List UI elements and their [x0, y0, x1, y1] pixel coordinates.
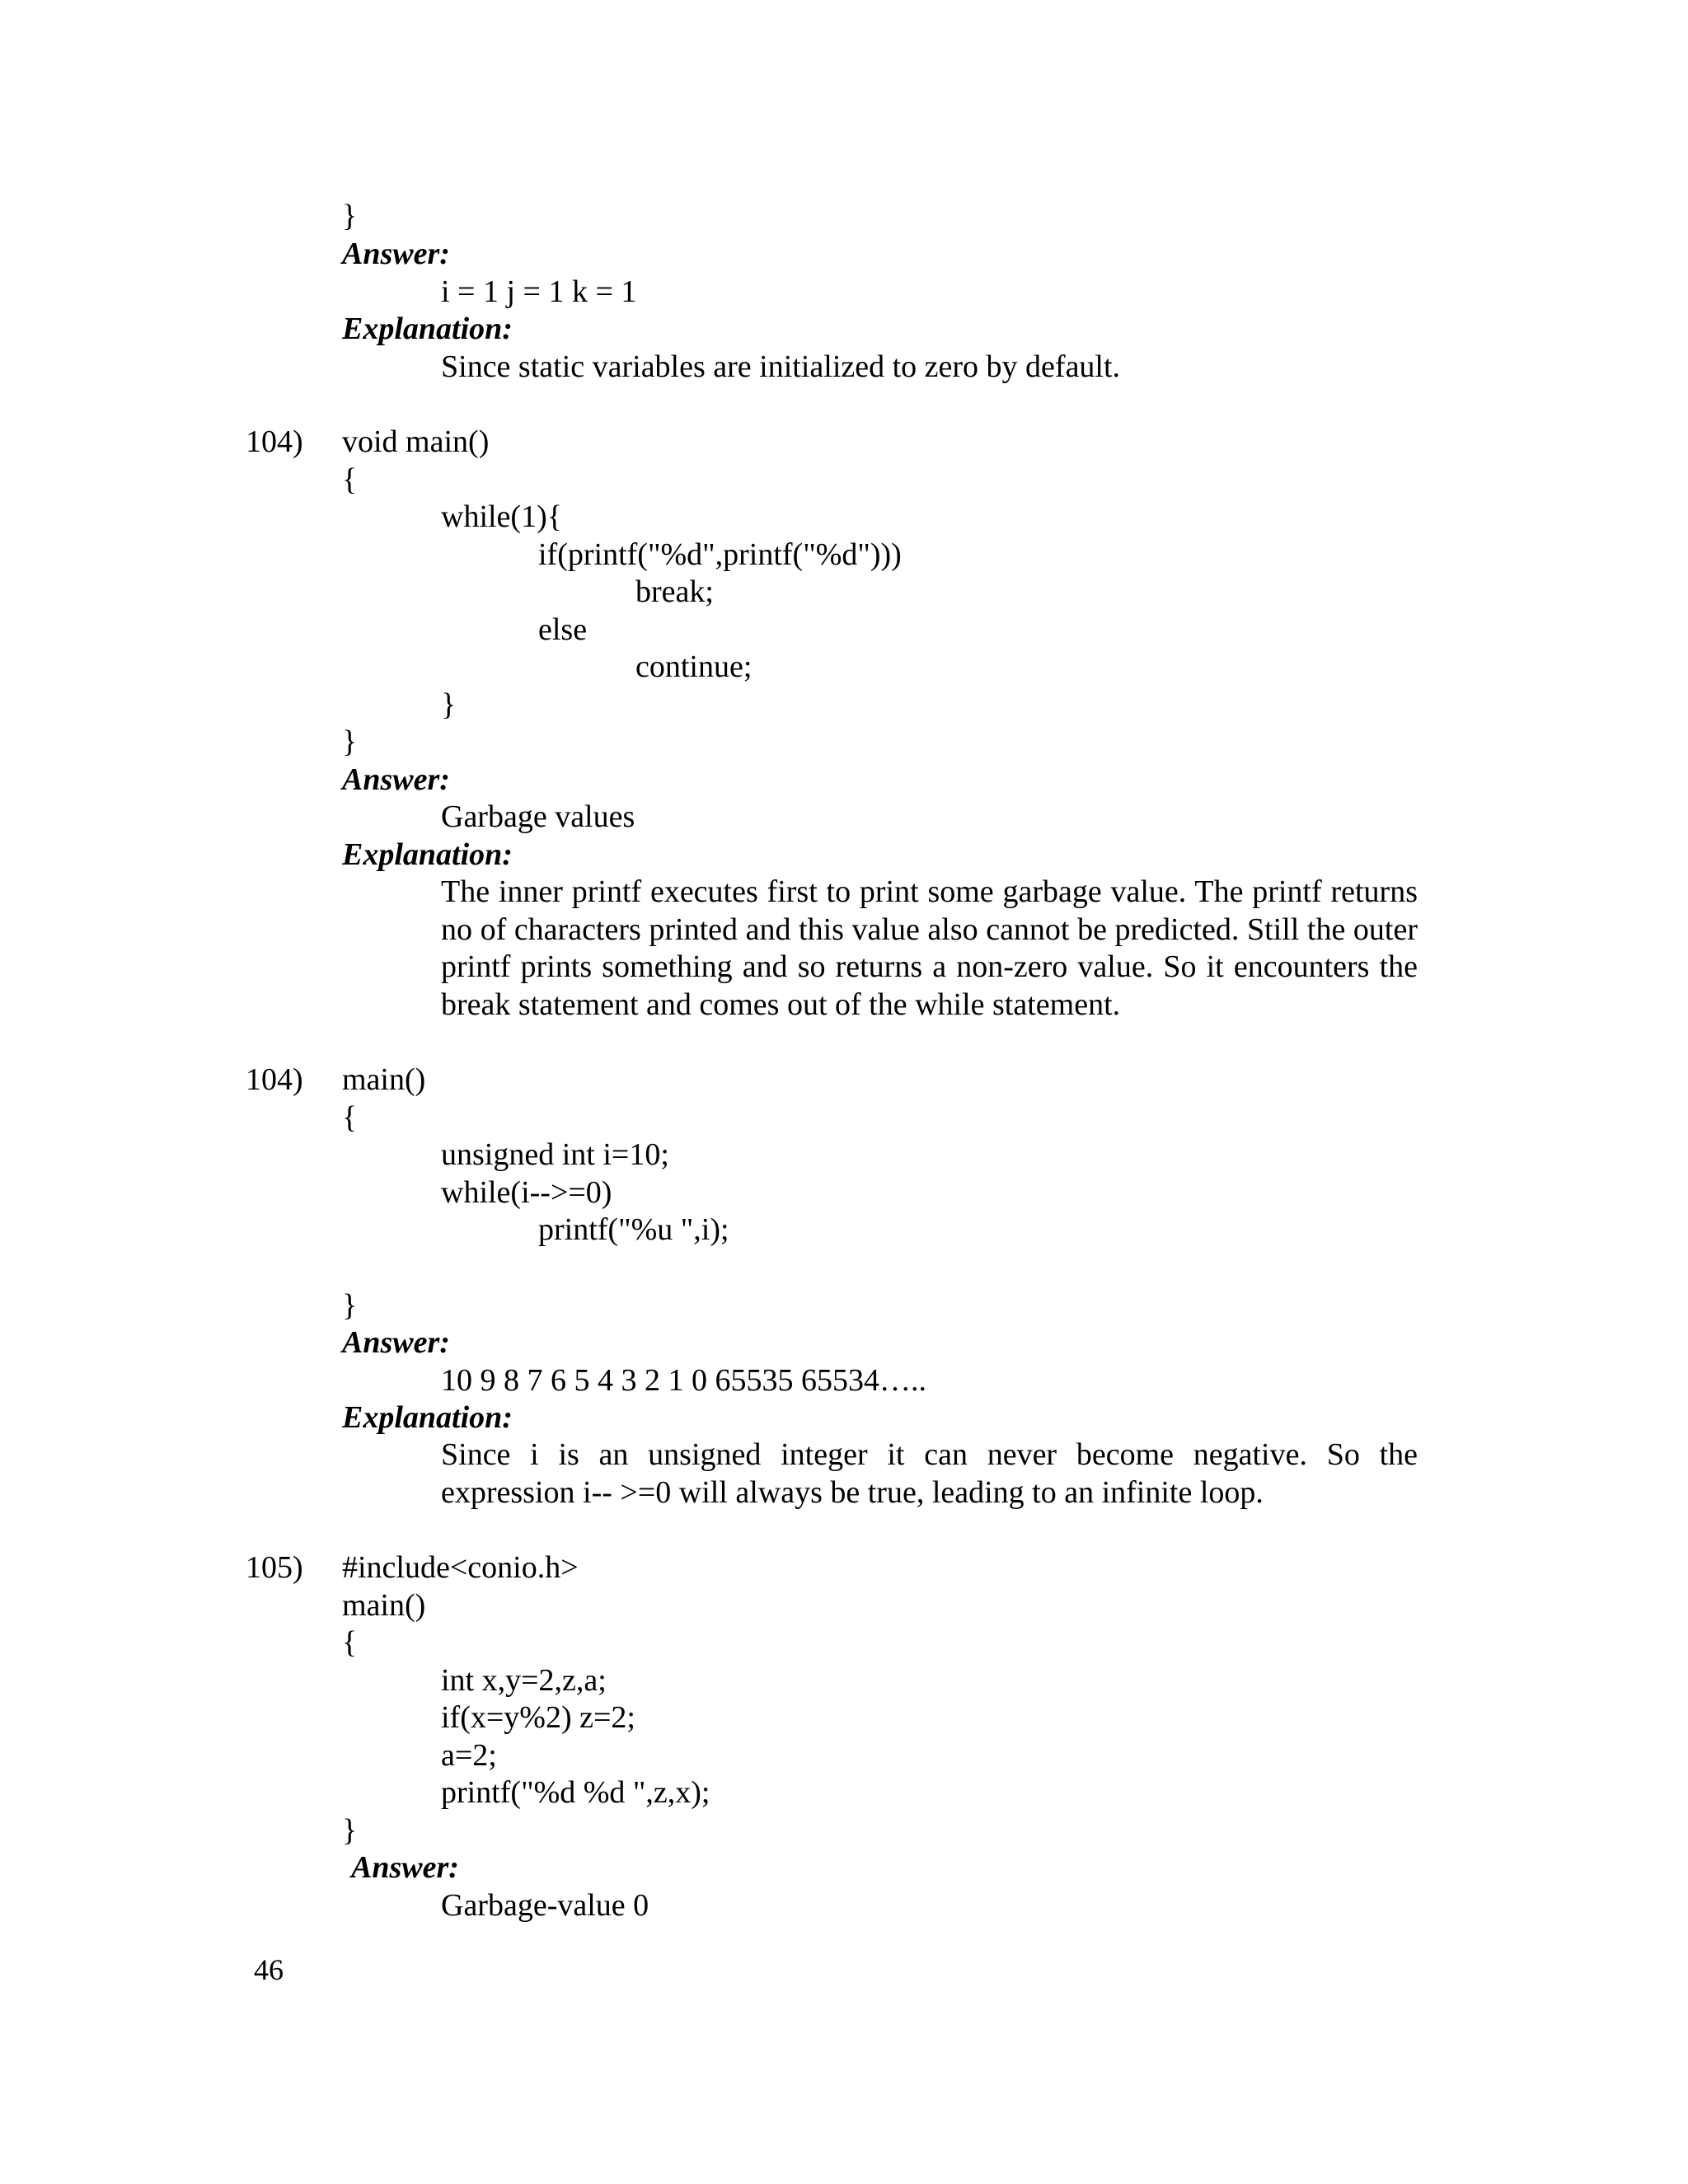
code-line: break;: [635, 574, 714, 609]
answer-text: i = 1 j = 1 k = 1: [441, 274, 637, 309]
code-line: {: [342, 462, 358, 497]
code-line: #include<conio.h>: [342, 1550, 579, 1585]
code-line: }: [342, 199, 358, 233]
code-line: unsigned int i=10;: [441, 1137, 669, 1172]
code-line: int x,y=2,z,a;: [441, 1663, 607, 1698]
answer-label: Answer:: [342, 762, 450, 797]
code-line: continue;: [635, 649, 753, 684]
code-line: printf("%u ",i);: [538, 1212, 729, 1247]
code-line: else: [538, 612, 588, 647]
code-line: if(x=y%2) z=2;: [441, 1700, 635, 1735]
code-line: main(): [342, 1588, 426, 1623]
code-line: }: [342, 1288, 358, 1323]
code-line: a=2;: [441, 1738, 497, 1773]
code-line: void main(): [342, 424, 490, 459]
code-line: {: [342, 1625, 358, 1660]
code-line: main(): [342, 1062, 426, 1097]
code-line: {: [342, 1100, 358, 1135]
explanation-label: Explanation:: [342, 837, 513, 872]
code-line: if(printf("%d",printf("%d"))): [538, 537, 902, 572]
question-number: 105): [246, 1550, 303, 1585]
explanation-text: The inner printf executes first to print some garbage value. The printf returns no of characters printed and this value also cannot be predicted. Still the outer printf prints something and so returns a non-zero value. So it encounters the break statement and comes out of the while statement.: [441, 874, 1418, 1022]
code-line: printf("%d %d ",z,x);: [441, 1775, 710, 1810]
code-line: }: [342, 724, 358, 759]
answer-label: Answer:: [342, 237, 450, 271]
answer-text: 10 9 8 7 6 5 4 3 2 1 0 65535 65534…..: [441, 1363, 926, 1398]
explanation-label: Explanation:: [342, 312, 513, 346]
code-line: while(i-->=0): [441, 1175, 612, 1210]
explanation-label: Explanation:: [342, 1400, 513, 1435]
answer-text: Garbage values: [441, 799, 635, 834]
explanation-text: Since static variables are initialized to zero by default.: [441, 349, 1121, 384]
answer-label: Answer:: [342, 1325, 450, 1360]
explanation-text: Since i is an unsigned integer it can never become negative. So the expression i-- >=0 will always be true, leading to an infinite loop.: [441, 1437, 1418, 1510]
code-line: while(1){: [441, 499, 562, 534]
question-number: 104): [246, 424, 303, 459]
code-line: }: [441, 687, 457, 722]
code-line: }: [342, 1813, 358, 1848]
answer-text: Garbage-value 0: [441, 1888, 649, 1923]
question-number: 104): [246, 1062, 303, 1097]
answer-label: Answer:: [351, 1850, 459, 1885]
page-number: 46: [254, 1953, 284, 1986]
